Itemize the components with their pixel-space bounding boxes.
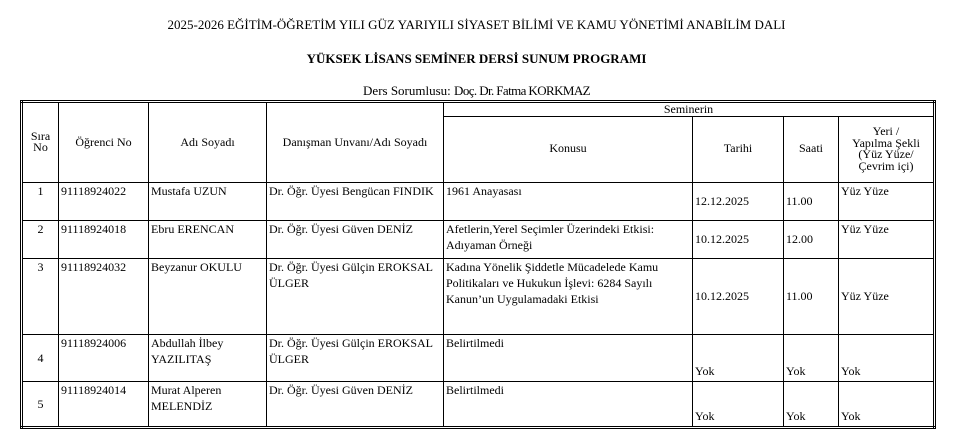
course-responsible-label: Ders Sorumlusu: bbox=[363, 83, 455, 98]
cell-adi-soyadi: Murat Alperen MELENDİZ bbox=[149, 381, 267, 427]
col-header-tarihi: Tarihi bbox=[693, 116, 784, 182]
cell-ogrenci-no: 91118924022 bbox=[59, 182, 149, 220]
cell-danisman: Dr. Öğr. Üyesi Gülçin EROKSAL ÜLGER bbox=[267, 258, 444, 334]
cell-yeri: Yok bbox=[839, 334, 935, 381]
cell-tarihi: 10.12.2025 bbox=[693, 220, 784, 258]
cell-danisman: Dr. Öğr. Üyesi Güven DENİZ bbox=[267, 381, 444, 427]
cell-ogrenci-no: 91118924032 bbox=[59, 258, 149, 334]
cell-konusu: Belirtilmedi bbox=[444, 381, 693, 427]
col-header-yeri-line1: Yeri / bbox=[872, 124, 900, 138]
cell-ogrenci-no: 91118924014 bbox=[59, 381, 149, 427]
cell-adi-soyadi: Ebru ERENCAN bbox=[149, 220, 267, 258]
cell-danisman: Dr. Öğr. Üyesi Güven DENİZ bbox=[267, 220, 444, 258]
col-header-seminerin: Seminerin bbox=[444, 102, 935, 117]
col-header-yeri-line4: Çevrim içi) bbox=[858, 158, 914, 173]
col-header-adi-soyadi: Adı Soyadı bbox=[149, 102, 267, 183]
col-header-ogrenci-no: Öğrenci No bbox=[59, 102, 149, 183]
cell-ogrenci-no: 91118924018 bbox=[59, 220, 149, 258]
cell-yeri: Yüz Yüze bbox=[839, 182, 935, 220]
cell-adi-soyadi: Abdullah İlbey YAZILITAŞ bbox=[149, 334, 267, 381]
cell-tarihi: 10.12.2025 bbox=[693, 258, 784, 334]
cell-saati: Yok bbox=[784, 334, 839, 381]
cell-tarihi: Yok bbox=[693, 334, 784, 381]
document-title: 2025-2026 EĞİTİM-ÖĞRETİM YILI GÜZ YARIYILI SİYASET BİLİMİ VE KAMU YÖNETİMİ ANABİLİM DALI bbox=[167, 17, 786, 32]
cell-sira: 5 bbox=[22, 381, 59, 427]
cell-saati: Yok bbox=[784, 381, 839, 427]
cell-yeri: Yok bbox=[839, 381, 935, 427]
cell-saati: 11.00 bbox=[784, 258, 839, 334]
document-subtitle: YÜKSEK LİSANS SEMİNER DERSİ SUNUM PROGRAMI bbox=[306, 51, 647, 66]
cell-tarihi: Yok bbox=[693, 381, 784, 427]
table-row bbox=[22, 334, 935, 381]
table-row bbox=[22, 258, 935, 334]
cell-saati: 11.00 bbox=[784, 182, 839, 220]
col-header-yeri bbox=[839, 116, 935, 182]
col-header-sira: Sıra No bbox=[22, 102, 59, 183]
cell-yeri: Yüz Yüze bbox=[839, 220, 935, 258]
cell-danisman: Dr. Öğr. Üyesi Gülçin EROKSAL ÜLGER bbox=[267, 334, 444, 381]
table-row bbox=[22, 220, 935, 258]
cell-konusu: 1961 Anayasası bbox=[444, 182, 693, 220]
cell-saati: 12.00 bbox=[784, 220, 839, 258]
col-header-saati: Saati bbox=[784, 116, 839, 182]
cell-sira: 3 bbox=[22, 258, 59, 334]
col-header-yeri-line3: (Yüz Yüze/ bbox=[858, 147, 914, 161]
table-row bbox=[22, 182, 935, 220]
cell-tarihi: 12.12.2025 bbox=[693, 182, 784, 220]
table-row bbox=[22, 381, 935, 427]
cell-yeri: Yüz Yüze bbox=[839, 258, 935, 334]
cell-adi-soyadi: Beyzanur OKULU bbox=[149, 258, 267, 334]
cell-sira: 1 bbox=[22, 182, 59, 220]
course-responsible-name: Doç. Dr. Fatma KORKMAZ bbox=[454, 83, 590, 98]
cell-sira: 4 bbox=[22, 334, 59, 381]
cell-konusu: Belirtilmedi bbox=[444, 334, 693, 381]
col-header-danisman: Danışman Unvanı/Adı Soyadı bbox=[267, 102, 444, 183]
course-responsible bbox=[0, 83, 953, 99]
cell-danisman: Dr. Öğr. Üyesi Bengücan FINDIK bbox=[267, 182, 444, 220]
cell-adi-soyadi: Mustafa UZUN bbox=[149, 182, 267, 220]
cell-konusu: Afetlerin,Yerel Seçimler Üzerindeki Etkisi: Adıyaman Örneği bbox=[444, 220, 693, 258]
cell-konusu: Kadına Yönelik Şiddetle Mücadelede Kamu Politikaları ve Hukukun İşlevi: 6284 Sayılı Kanun’un Uygulamadaki Etkisi bbox=[444, 258, 693, 334]
seminar-schedule-table bbox=[20, 100, 936, 429]
col-header-yeri-line2: Yapılma Şekli bbox=[852, 135, 920, 150]
col-header-konusu: Konusu bbox=[444, 116, 693, 182]
cell-ogrenci-no: 91118924006 bbox=[59, 334, 149, 381]
cell-sira: 2 bbox=[22, 220, 59, 258]
